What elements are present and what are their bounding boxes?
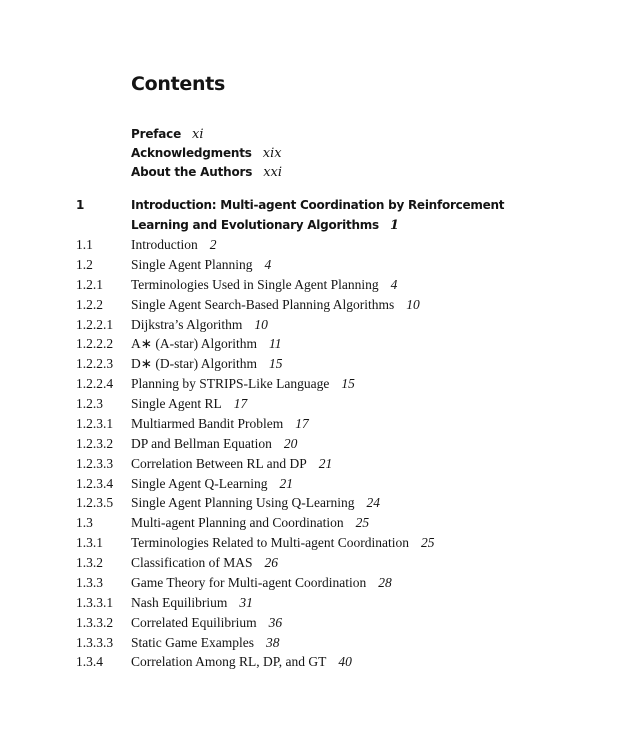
- toc-entry[interactable]: [0, 334, 634, 354]
- toc-entry[interactable]: [0, 414, 634, 434]
- section-title: Single Agent Search-Based Planning Algorithms: [131, 296, 395, 312]
- toc-section-list: [0, 235, 634, 672]
- section-title: Single Agent Planning: [131, 256, 253, 272]
- toc-entry[interactable]: [0, 295, 634, 315]
- toc-entry[interactable]: [0, 354, 634, 374]
- toc-entry[interactable]: [0, 255, 634, 275]
- section-number: 1.2.2.4: [76, 376, 114, 392]
- section-page-number: 21: [318, 455, 333, 471]
- section-page-number: 20: [283, 435, 298, 451]
- section-title: Dijkstra’s Algorithm: [131, 316, 243, 332]
- section-page-number: 24: [366, 495, 380, 511]
- section-number: 1.3.3.2: [76, 614, 114, 630]
- section-title: Static Game Examples: [131, 634, 254, 650]
- section-page-number: 17: [233, 396, 248, 411]
- section-page-number: 36: [268, 614, 283, 630]
- entry-page-number: xi: [192, 127, 204, 142]
- section-title: Single Agent RL: [131, 396, 222, 411]
- section-title: Classification of MAS: [131, 555, 253, 570]
- entry-title: Acknowledgments: [131, 146, 252, 160]
- chapter-title-block: [131, 196, 551, 235]
- section-title-block: [131, 394, 247, 414]
- section-number: 1.2: [76, 256, 93, 272]
- section-title: Single Agent Planning Using Q-Learning: [131, 495, 355, 511]
- section-title-block: [131, 633, 279, 653]
- toc-entry[interactable]: [0, 315, 634, 335]
- section-page-number: 26: [264, 555, 278, 570]
- section-number: 1.3: [76, 515, 93, 531]
- section-page-number: 11: [269, 336, 282, 352]
- section-title: DP and Bellman Equation: [131, 435, 272, 451]
- section-title: Nash Equilibrium: [131, 594, 228, 610]
- section-title: Introduction: [131, 237, 198, 252]
- section-title: Game Theory for Multi-agent Coordination: [131, 574, 367, 590]
- section-page-number: 40: [338, 654, 352, 670]
- toc-entry[interactable]: [0, 553, 634, 573]
- toc-entry[interactable]: [0, 394, 634, 414]
- toc-entry[interactable]: [0, 235, 634, 255]
- toc-entry[interactable]: [0, 593, 634, 613]
- section-title-block: [131, 315, 268, 335]
- section-number: 1.2.2: [76, 296, 103, 312]
- section-title-block: [131, 652, 352, 672]
- section-title: Terminologies Related to Multi-agent Coordination: [131, 535, 410, 551]
- entry-page-number: xix: [262, 146, 282, 161]
- toc-entry[interactable]: [0, 434, 634, 454]
- toc-entry[interactable]: [0, 533, 634, 553]
- section-number: 1.3.1: [76, 535, 103, 551]
- section-number: 1.2.2.1: [76, 316, 114, 332]
- chapter-page-number: 1: [389, 217, 399, 233]
- toc-entry[interactable]: [0, 474, 634, 494]
- section-page-number: 15: [341, 376, 355, 392]
- section-number: 1.3.4: [76, 654, 103, 670]
- section-number: 1.3.3.3: [76, 634, 114, 650]
- section-title: Multiarmed Bandit Problem: [131, 415, 284, 431]
- section-page-number: 38: [265, 634, 280, 650]
- section-page-number: 21: [279, 475, 293, 491]
- section-title-block: [131, 295, 420, 315]
- section-title: Single Agent Q-Learning: [131, 475, 268, 491]
- section-title-block: [131, 414, 309, 434]
- front-matter-entry-acknowledgments[interactable]: [131, 143, 282, 162]
- section-page-number: 10: [254, 316, 268, 332]
- section-number: 1.2.2.3: [76, 356, 114, 372]
- section-page-number: 2: [209, 237, 217, 252]
- section-title-block: [131, 374, 355, 394]
- section-title-block: [131, 255, 271, 275]
- section-number: 1.2.1: [76, 276, 103, 292]
- section-number: 1.3.2: [76, 555, 103, 570]
- section-title: D∗ (D-star) Algorithm: [131, 356, 258, 372]
- section-title-block: [131, 275, 397, 295]
- section-page-number: 28: [378, 574, 392, 590]
- section-title-block: [131, 613, 282, 633]
- entry-title: Preface: [131, 127, 182, 141]
- section-number: 1.2.3.4: [76, 475, 114, 491]
- section-title: A∗ (A-star) Algorithm: [131, 336, 258, 352]
- section-title-block: [131, 454, 332, 474]
- front-matter-list: [131, 124, 282, 181]
- section-title-block: [131, 573, 392, 593]
- section-title-block: [131, 533, 435, 553]
- toc-entry[interactable]: [0, 374, 634, 394]
- chapter-number: 1: [76, 198, 85, 212]
- section-title-block: [131, 235, 217, 255]
- front-matter-entry-preface[interactable]: [131, 124, 282, 143]
- front-matter-entry-about-authors[interactable]: [131, 162, 282, 181]
- section-title: Correlation Between RL and DP: [131, 455, 307, 471]
- section-number: 1.2.3.5: [76, 495, 114, 511]
- toc-entry[interactable]: [0, 573, 634, 593]
- section-number: 1.1: [76, 237, 93, 252]
- section-number: 1.2.2.2: [76, 336, 114, 352]
- section-number: 1.2.3.3: [76, 455, 114, 471]
- section-title: Planning by STRIPS-Like Language: [131, 376, 330, 392]
- section-title: Multi-agent Planning and Coordination: [131, 515, 344, 531]
- toc-entry[interactable]: [0, 454, 634, 474]
- toc-entry[interactable]: [0, 513, 634, 533]
- section-title-block: [131, 474, 293, 494]
- section-number: 1.2.3.2: [76, 435, 114, 451]
- page-title: Contents: [131, 72, 226, 95]
- toc-entry[interactable]: [0, 633, 634, 653]
- toc-entry[interactable]: [0, 613, 634, 633]
- section-page-number: 17: [295, 415, 309, 431]
- section-page-number: 4: [264, 256, 272, 272]
- section-page-number: 25: [421, 535, 435, 551]
- section-title-block: [131, 593, 253, 613]
- toc-entry[interactable]: [0, 275, 634, 295]
- toc-entry[interactable]: [0, 652, 634, 672]
- section-page-number: 31: [239, 594, 253, 610]
- section-title: Correlated Equilibrium: [131, 614, 257, 630]
- section-number: 1.3.3.1: [76, 594, 114, 610]
- section-title-block: [131, 434, 297, 454]
- section-number: 1.2.3.1: [76, 415, 114, 431]
- entry-page-number: xxi: [263, 165, 283, 180]
- section-number: 1.2.3: [76, 396, 103, 411]
- toc-entry[interactable]: [0, 493, 634, 513]
- section-title-block: [131, 513, 369, 533]
- section-title: Correlation Among RL, DP, and GT: [131, 654, 327, 670]
- section-title-block: [131, 354, 283, 374]
- section-page-number: 10: [406, 296, 420, 312]
- entry-title: About the Authors: [131, 165, 253, 179]
- section-title-block: [131, 493, 380, 513]
- section-page-number: 4: [390, 276, 398, 292]
- section-page-number: 15: [269, 356, 283, 372]
- section-page-number: 25: [355, 515, 370, 531]
- chapter-title: Introduction: Multi-agent Coordination by Reinforcement Learning and Evolutionary Algorithms: [131, 198, 505, 232]
- section-number: 1.3.3: [76, 574, 103, 590]
- section-title-block: [131, 553, 278, 573]
- section-title: Terminologies Used in Single Agent Planning: [131, 276, 379, 292]
- section-title-block: [131, 334, 282, 354]
